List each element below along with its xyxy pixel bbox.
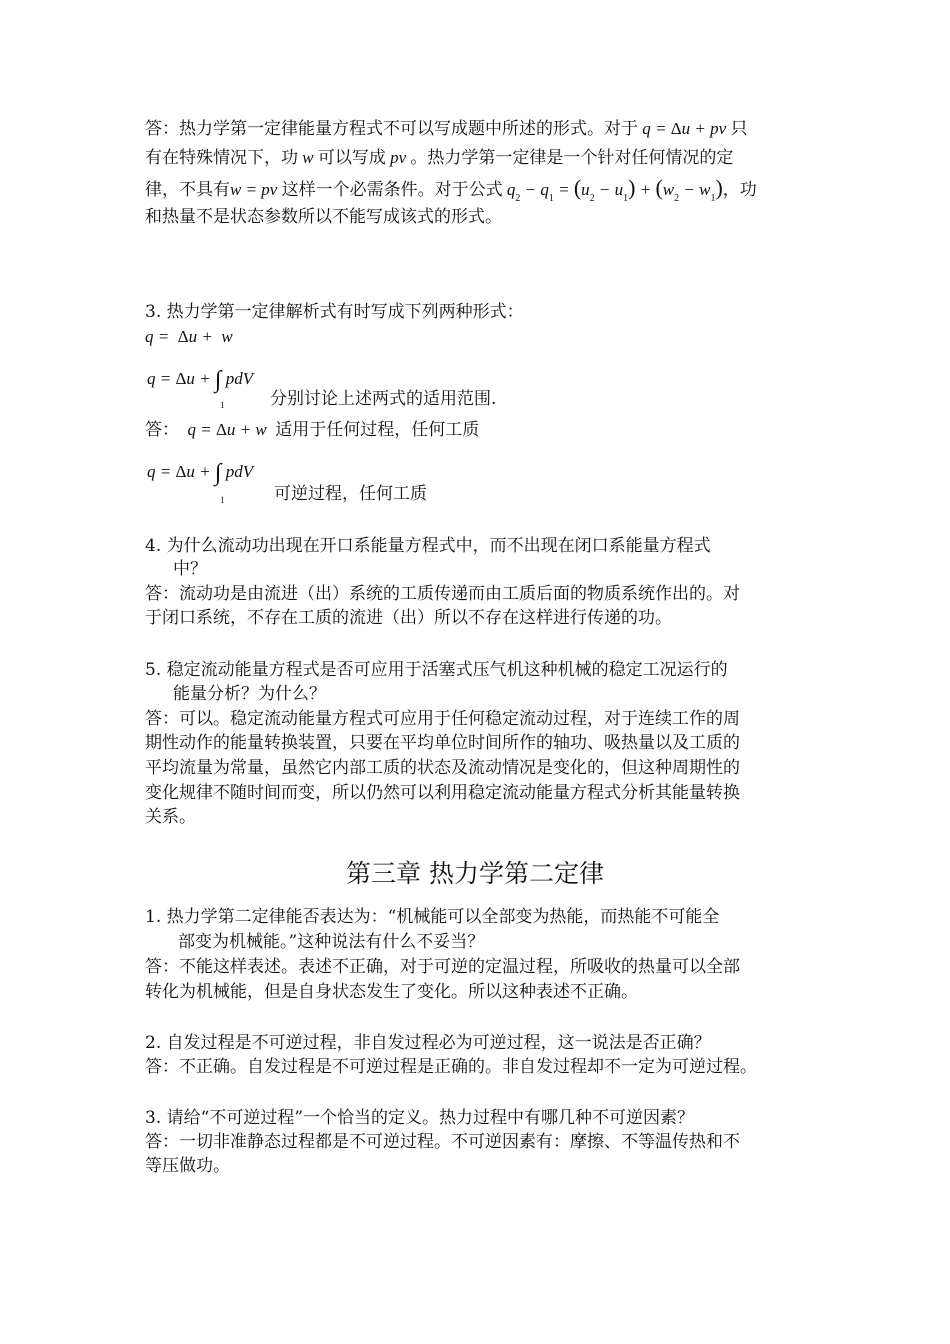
c3-answer-3-line-2: 等压做功。 [145, 1156, 230, 1176]
chapter-title: 第三章 热力学第二定律 [346, 859, 604, 888]
line-text: 。热力学第一定律是一个针对任何情况的定 [410, 148, 734, 168]
c3-question-3: 3. 请给“不可逆过程”一个恰当的定义。热力过程中有哪几种不可逆因素？ [145, 1108, 695, 1128]
c3-question-1-line-1: 1. 热力学第二定律能否表达为：“机械能可以全部变为热能，而热能不可能全 [145, 907, 720, 927]
formula-w-eq-pv: w = pv [230, 180, 282, 199]
formula-w: w [298, 148, 318, 167]
c3-answer-1-line-1: 答：不能这样表述。表述不正确，对于可逆的定温过程，所吸收的热量可以全部 [145, 957, 740, 977]
formula-q-integral-pdv: q = Δu + ∫ pdV [147, 367, 254, 393]
line-text: 可以写成 [317, 148, 386, 168]
answer-line-2: 可逆过程，任何工质 [274, 484, 427, 504]
c3-answer-3-line-1: 答：一切非准静态过程都是不可逆过程。不可逆因素有：摩擦、不等温传热和不 [145, 1132, 740, 1152]
c3-answer-1-line-2: 转化为机械能，但是自身状态发生了变化。所以这种表述不正确。 [145, 982, 638, 1002]
paragraph-line-3 [145, 177, 757, 204]
answer-5-line-3: 平均流量为常量，虽然它内部工质的状态及流动情况是变化的，但这种周期性的 [145, 758, 740, 778]
paragraph-line-1 [145, 118, 747, 140]
answer-4-line-1: 答：流动功是由流进（出）系统的工质传递而由工质后面的物质系统作出的。对 [145, 584, 740, 604]
paragraph-line-2 [145, 147, 733, 169]
c3-question-1-line-2: 部变为机械能。”这种说法有什么不妥当？ [178, 932, 485, 952]
line-text: 只 [730, 119, 748, 139]
formula-range-prompt: 分别讨论上述两式的适用范围. [270, 389, 497, 409]
question-3-text: 3. 热力学第一定律解析式有时写成下列两种形式： [145, 302, 524, 322]
question-4-line-1: 4. 为什么流动功出现在开口系能量方程式中，而不出现在闭口系能量方程式 [145, 536, 711, 556]
line-text: 律，不具有 [145, 180, 230, 200]
formula-q-integral-pdv-2: q = Δu + ∫ pdV [147, 460, 254, 486]
paragraph-line-4 [145, 206, 502, 228]
line-text: 有在特殊情况下，功 [145, 148, 298, 168]
formula-pv: pv [385, 148, 411, 167]
line-text: 答：热力学第一定律能量方程式不可以写成题中所述的形式。对于 [145, 119, 638, 139]
line-text: 这样一个必需条件。对于公式 [281, 180, 503, 200]
question-5-line-2: 能量分析？为什么？ [173, 684, 326, 704]
answer-4-line-2: 于闭口系统，不存在工质的流进（出）所以不存在这样进行传递的功。 [145, 608, 672, 628]
line-text: 和热量不是状态参数所以不能写成该式的形式。 [145, 207, 502, 227]
formula-q2-q1: $q_2 - q_1 = (u_2 - u_1) + (w_2 - w_1)$ [502, 175, 723, 204]
answer-label: 答： [145, 420, 179, 440]
question-4-line-2: 中？ [173, 559, 207, 579]
formula-q-eq-du-plus-w: q = Δu + w [145, 327, 233, 346]
integral-lower-limit: 1 [220, 400, 225, 410]
c3-question-2: 2. 自发过程是不可逆过程，非自发过程必为可逆过程，这一说法是否正确？ [145, 1033, 711, 1053]
c3-answer-2: 答：不正确。自发过程是不可逆过程是正确的。非自发过程却不一定为可逆过程。 [145, 1057, 757, 1077]
formula-q-du-w: q = Δu + w [179, 420, 276, 439]
line-text: ，功 [722, 180, 757, 200]
answer-5-line-1: 答：可以。稳定流动能量方程式可应用于任何稳定流动过程，对于连续工作的周 [145, 709, 740, 729]
formula-q-du-pv: q = Δu + pv [638, 119, 731, 138]
answer-text: 适用于任何过程，任何工质 [275, 420, 480, 440]
answer-line-1 [145, 419, 479, 441]
answer-5-line-5: 关系。 [145, 807, 196, 827]
question-5-line-1: 5. 稳定流动能量方程式是否可应用于活塞式压气机这种机械的稳定工况运行的 [145, 660, 728, 680]
answer-5-line-2: 期性动作的能量转换装置，只要在平均单位时间所作的轴功、吸热量以及工质的 [145, 733, 740, 753]
integral-lower-limit-2: 1 [220, 495, 225, 505]
answer-5-line-4: 变化规律不随时间而变，所以仍然可以利用稳定流动能量方程式分析其能量转换 [145, 783, 740, 803]
